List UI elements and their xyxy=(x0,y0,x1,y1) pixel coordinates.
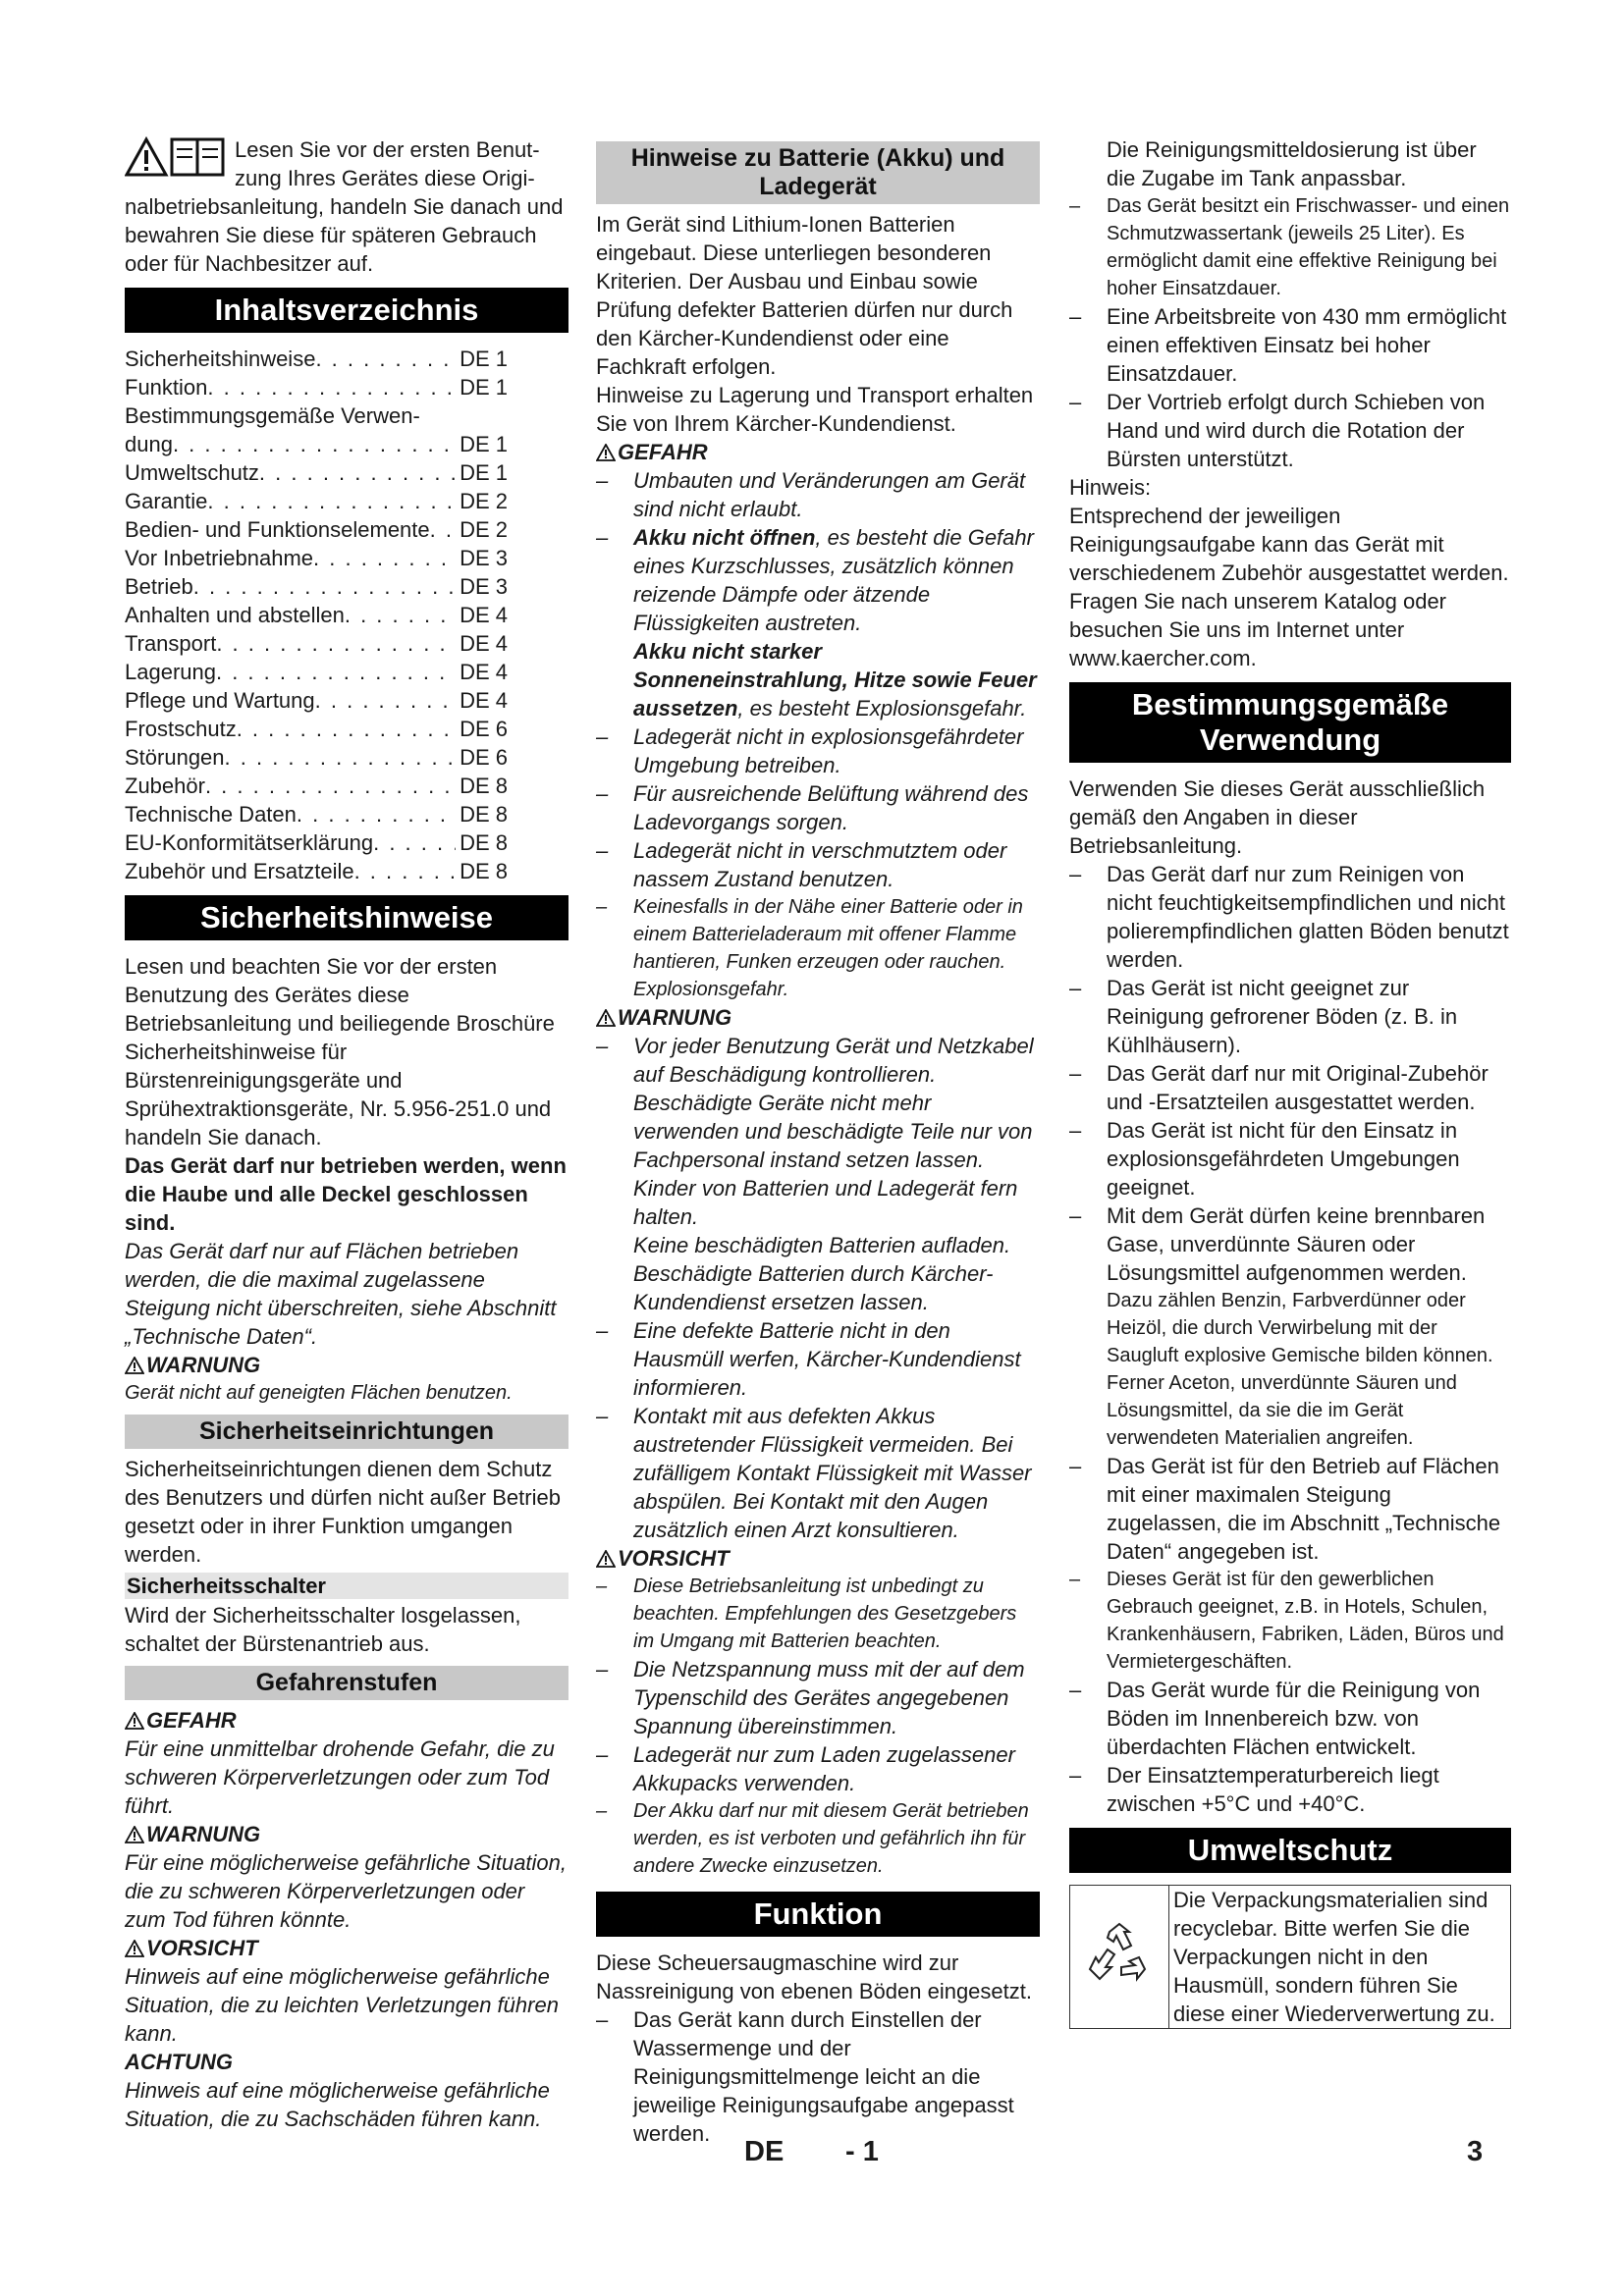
toc-entry-page: DE 2 xyxy=(460,489,508,513)
hazard-warnung-text: Für eine möglicherweise gefährliche Situation, die zu schweren Körperverletzungen oder zum Tod führen könnte. xyxy=(125,1850,568,1932)
toc-entry-title: Garantie xyxy=(125,489,208,513)
warning-text: Gerät nicht auf geneigten Flächen benutzen. xyxy=(125,1382,513,1404)
toc-entry-page: DE 4 xyxy=(460,688,508,713)
warning-triangle-icon xyxy=(596,1550,616,1568)
toc-entry-page: DE 3 xyxy=(460,546,508,570)
toc-entry xyxy=(125,373,568,401)
toc-entry xyxy=(125,686,568,715)
list-item: – Ladegerät nur zum Laden zugelassener Akkupacks verwenden. xyxy=(596,1742,1015,1795)
toc-leader-dots xyxy=(216,658,456,686)
warnung-label: WARNUNG xyxy=(596,1003,1040,1032)
list-item: – Vor jeder Benutzung Gerät und Netzkabel auf Beschädigung kontrollieren. Beschädigte Geräte nicht mehr verwenden und beschädigte Teile nur von Fachpersonal instand setzen lassen. Kinder von Batterien und Ladegerät fern halten. xyxy=(596,1034,1034,1229)
hazard-gefahr-text: Für eine unmittelbar drohende Gefahr, die zu schweren Körperverletzungen oder zum Tod führt. xyxy=(125,1736,555,1818)
toc-leader-dots xyxy=(313,544,456,572)
toc-entry-page: DE 1 xyxy=(460,460,508,485)
vorsicht-label: VORSICHT xyxy=(596,1544,1040,1573)
hinweis-text: Entsprechend der jeweiligen Reinigungsaufgabe kann das Gerät mit verschiedenem Zubehör ausgestattet werden. xyxy=(1069,504,1509,585)
toc-leader-dots xyxy=(237,715,456,743)
toc-leader-dots xyxy=(225,743,457,772)
toc-leader-dots xyxy=(345,601,456,629)
toc-leader-dots xyxy=(297,800,456,828)
toc-entry xyxy=(125,401,568,430)
toc-leader-dots xyxy=(315,345,456,373)
list-item: – Das Gerät ist nicht geeignet zur Reinigung gefrorener Böden (z. B. in Kühlhäusern). xyxy=(1069,976,1458,1057)
toc-entry-page: DE 8 xyxy=(460,859,508,883)
warning-triangle-icon xyxy=(125,1940,144,1957)
intended-use-heading: Bestimmungsgemäße Verwendung xyxy=(1069,682,1511,763)
battery-heading: Hinweise zu Batterie (Akku) und Ladegerät xyxy=(596,141,1040,204)
toc-entry-title: Zubehör xyxy=(125,774,205,798)
toc-entry-title: Zubehör und Ersatzteile xyxy=(125,859,354,883)
toc-entry xyxy=(125,715,568,743)
footer-section-number: - 1 xyxy=(845,2136,879,2167)
continued-text: Die Reinigungsmitteldosierung ist über die Zugabe im Tank anpassbar. xyxy=(1107,137,1477,190)
toc-entry-page: DE 8 xyxy=(460,830,508,855)
toc-entry-title: Bestimmungsgemäße Verwen- xyxy=(125,403,420,428)
list-item-continued: Akku nicht starker Sonneneinstrahlung, Hitze sowie Feuer aussetzen, es besteht Explosionsgefahr. xyxy=(633,639,1037,721)
toc-entry-title: Lagerung xyxy=(125,660,216,684)
hazard-vorsicht-text: Hinweis auf eine möglicherweise gefährliche Situation, die zu leichten Verletzungen führen kann. xyxy=(125,1964,559,2046)
hazard-levels-heading: Gefahrenstufen xyxy=(125,1666,568,1700)
list-item: – Der Vortrieb erfolgt durch Schieben von Hand und wird durch die Rotation der Bürsten unterstützt. xyxy=(1069,390,1486,471)
list-item: – Der Akku darf nur mit diesem Gerät betrieben werden, es ist verboten und gefährlich ihn für andere Zwecke einzusetzen. xyxy=(596,1800,1029,1877)
toc-entry-title: EU-Konformitätserklärung xyxy=(125,830,374,855)
toc-leader-dots xyxy=(193,572,456,601)
recycling-icon xyxy=(1070,1886,1169,2028)
toc-entry-title: Vor Inbetriebnahme xyxy=(125,546,314,570)
toc-entry-title: Pflege und Wartung xyxy=(125,688,315,713)
toc-entry-page: DE 2 xyxy=(460,517,508,542)
toc-leader-dots xyxy=(207,373,456,401)
table-of-contents xyxy=(125,345,568,885)
intro-line-1: Lesen Sie vor der ersten Benut- xyxy=(235,137,540,162)
environment-box xyxy=(1069,1885,1511,2029)
column-middle xyxy=(596,135,1040,2148)
list-item-continued: Dazu zählen Benzin, Farbverdünner oder Heizöl, die durch Verwirbelung mit der Saugluft explosive Gemische bilden können. Ferner Aceton, unverdünnte Säuren und Lösungsmittel, da sie die im Gerät verwendeten Materialien angreifen. xyxy=(1107,1290,1493,1449)
toc-entry-page: DE 1 xyxy=(460,432,508,456)
toc-entry xyxy=(125,629,568,658)
list-item: – Der Einsatztemperaturbereich liegt zwischen +5°C und +40°C. xyxy=(1069,1763,1439,1816)
toc-entry xyxy=(125,658,568,686)
safety-heading: Sicherheitshinweise xyxy=(125,895,568,940)
toc-heading: Inhaltsverzeichnis xyxy=(125,288,568,333)
warning-triangle-icon xyxy=(596,444,616,461)
hazard-achtung-label: ACHTUNG xyxy=(125,2050,233,2074)
toc-entry-page: DE 4 xyxy=(460,603,508,627)
toc-leader-dots xyxy=(259,458,456,487)
toc-entry xyxy=(125,544,568,572)
hazard-achtung-text: Hinweis auf eine möglicherweise gefährliche Situation, die zu Sachschäden führen kann. xyxy=(125,2078,550,2131)
page-number: 3 xyxy=(1467,2136,1484,2167)
list-item: – Das Gerät ist für den Betrieb auf Flächen mit einer maximalen Steigung zugelassen, die im Abschnitt „Technische Daten“ angegeben ist. xyxy=(1069,1454,1501,1564)
toc-leader-dots xyxy=(207,487,456,515)
toc-entry-page: DE 1 xyxy=(460,375,508,400)
toc-entry-title: Frostschutz xyxy=(125,717,237,741)
funktion-text: Diese Scheuersaugmaschine wird zur Nassreinigung von ebenen Böden eingesetzt. xyxy=(596,1950,1032,2003)
warning-label: WARNUNG xyxy=(125,1351,568,1379)
toc-entry xyxy=(125,515,568,544)
battery-text-2: Hinweise zu Lagerung und Transport erhalten Sie von Ihrem Kärcher-Kundendienst. xyxy=(596,383,1034,436)
list-item-continued: Keine beschädigten Batterien aufladen. Beschädigte Batterien durch Kärcher-Kundendienst ersetzen lassen. xyxy=(633,1233,1011,1314)
hazard-gefahr-label: GEFAHR xyxy=(125,1706,568,1735)
toc-entry-title: dung xyxy=(125,432,173,456)
toc-entry xyxy=(125,430,568,458)
environment-text: Die Verpackungsmaterialien sind recyclebar. Bitte werfen Sie die Verpackungen nicht in den Hausmüll, sondern führen Sie diese einer Wiederverwertung zu. xyxy=(1173,1888,1495,2026)
safety-text: Lesen und beachten Sie vor der ersten Benutzung des Gerätes diese Betriebsanleitung und beiliegende Broschüre Sicherheitshinweise für Bürstenreinigungsgeräte und Sprühextraktionsgeräte, Nr. 5.956-251.0 und handeln Sie danach. xyxy=(125,954,555,1149)
toc-entry xyxy=(125,601,568,629)
toc-entry-title: Umweltschutz xyxy=(125,460,259,485)
toc-leader-dots xyxy=(354,857,457,885)
toc-entry-title: Technische Daten xyxy=(125,802,297,827)
list-item: – Akku nicht öffnen, es besteht die Gefahr eines Kurzschlusses, zusätzlich können reizende Dämpfe oder ätzende Flüssigkeiten austreten. xyxy=(596,525,1034,635)
warning-triangle-icon xyxy=(125,1357,144,1374)
toc-entry-page: DE 1 xyxy=(460,347,508,371)
list-item: – Dieses Gerät ist für den gewerblichen Gebrauch geeignet, z.B. in Hotels, Schulen, Krankenhäusern, Fabriken, Läden, Büros und Vermietergeschäften. xyxy=(1069,1569,1504,1673)
toc-entry xyxy=(125,345,568,373)
toc-entry xyxy=(125,743,568,772)
safety-switch-text: Wird der Sicherheitsschalter losgelassen, schaltet der Bürstenantrieb aus. xyxy=(125,1603,521,1656)
safety-devices-text: Sicherheitseinrichtungen dienen dem Schutz des Benutzers und dürfen nicht außer Betrieb gesetzt oder in ihrer Funktion umgangen werden. xyxy=(125,1457,561,1567)
safety-bold: Das Gerät darf nur betrieben werden, wenn die Haube und alle Deckel geschlossen sind. xyxy=(125,1153,567,1235)
column-left xyxy=(125,135,568,2133)
toc-leader-dots xyxy=(173,430,456,458)
toc-entry xyxy=(125,772,568,800)
toc-entry-page: DE 8 xyxy=(460,774,508,798)
list-item: – Eine defekte Batterie nicht in den Hausmüll werfen, Kärcher-Kundendienst informieren. xyxy=(596,1318,1021,1400)
toc-entry xyxy=(125,572,568,601)
list-item: – Ladegerät nicht in verschmutztem oder nassem Zustand benutzen. xyxy=(596,838,1007,891)
list-item: – Das Gerät wurde für die Reinigung von Böden im Innenbereich bzw. von überdachten Flächen entwickelt. xyxy=(1069,1678,1481,1759)
toc-entry-title: Betrieb xyxy=(125,574,193,599)
toc-entry xyxy=(125,458,568,487)
hazard-warnung-label: WARNUNG xyxy=(125,1820,568,1848)
intro-paragraph xyxy=(125,135,568,278)
funktion-heading: Funktion xyxy=(596,1892,1040,1937)
toc-entry-page: DE 3 xyxy=(460,574,508,599)
toc-entry-page: DE 6 xyxy=(460,717,508,741)
toc-entry-page: DE 4 xyxy=(460,631,508,656)
toc-entry-page: DE 4 xyxy=(460,660,508,684)
list-item: – Das Gerät ist nicht für den Einsatz in explosionsgefährdeten Umgebungen geeignet. xyxy=(1069,1118,1460,1200)
safety-devices-heading: Sicherheitseinrichtungen xyxy=(125,1415,568,1449)
intended-use-text: Verwenden Sie dieses Gerät ausschließlich gemäß den Angaben in dieser Betriebsanleitung. xyxy=(1069,776,1486,858)
list-item: – Die Netzspannung muss mit der auf dem Typenschild des Gerätes angegebenen Spannung übereinstimmen. xyxy=(596,1657,1025,1738)
intro-rest: nalbetriebsanleitung, handeln Sie danach und bewahren Sie diese für späteren Gebrauch oder für Nachbesitzer auf. xyxy=(125,194,564,276)
column-right xyxy=(1069,135,1511,2029)
toc-leader-dots xyxy=(430,515,456,544)
toc-entry-title: Funktion xyxy=(125,375,208,400)
toc-entry xyxy=(125,857,568,885)
toc-entry-title: Transport xyxy=(125,631,217,656)
hazard-vorsicht-label: VORSICHT xyxy=(125,1934,568,1962)
list-item: – Ladegerät nicht in explosionsgefährdeter Umgebung betreiben. xyxy=(596,724,1024,777)
safety-switch-heading: Sicherheitsschalter xyxy=(125,1573,568,1599)
warning-triangle-icon xyxy=(125,1826,144,1843)
warning-triangle-icon xyxy=(125,1712,144,1730)
list-item: – Diese Betriebsanleitung ist unbedingt zu beachten. Empfehlungen des Gesetzgebers im Umgang mit Batterien beachten. xyxy=(596,1575,1017,1652)
toc-entry xyxy=(125,800,568,828)
list-item: – Keinesfalls in der Nähe einer Batterie oder in einem Batterieladeraum mit offener Flamme hantieren, Funken erzeugen oder rauchen. Explosionsgefahr. xyxy=(596,896,1023,1000)
toc-leader-dots xyxy=(216,629,456,658)
toc-leader-dots xyxy=(205,772,456,800)
toc-entry-page: DE 8 xyxy=(460,802,508,827)
environment-heading: Umweltschutz xyxy=(1069,1828,1511,1873)
hinweis-text-2: Fragen Sie nach unserem Katalog oder besuchen Sie uns im Internet unter www.kaercher.com. xyxy=(1069,589,1447,670)
hinweis-label: Hinweis: xyxy=(1069,475,1152,500)
intro-line-2: zung Ihres Gerätes diese Origi- xyxy=(235,166,535,190)
list-item: – Mit dem Gerät dürfen keine brennbaren Gase, unverdünnte Säuren oder Lösungsmittel aufgenommen werden. xyxy=(1069,1203,1486,1285)
list-item: – Das Gerät besitzt ein Frischwasser- und einen Schmutzwassertank (jeweils 25 Liter). Es ermöglicht damit eine effektive Reinigung bei hoher Einsatzdauer. xyxy=(1069,195,1510,299)
toc-entry-title: Anhalten und abstellen xyxy=(125,603,345,627)
gefahr-label: GEFAHR xyxy=(596,438,1040,466)
toc-entry-title: Sicherheitshinweise xyxy=(125,347,316,371)
list-item: – Umbauten und Veränderungen am Gerät sind nicht erlaubt. xyxy=(596,468,1026,521)
toc-entry-title: Störungen xyxy=(125,745,225,770)
toc-entry xyxy=(125,487,568,515)
list-item: – Für ausreichende Belüftung während des Ladevorgangs sorgen. xyxy=(596,781,1029,834)
safety-italic: Das Gerät darf nur auf Flächen betrieben werden, die die maximal zugelassene Steigung nicht überschreiten, siehe Abschnitt „Technische Daten“. xyxy=(125,1239,557,1349)
toc-entry-title: Bedien- und Funktionselemente xyxy=(125,517,430,542)
toc-leader-dots xyxy=(315,686,456,715)
toc-entry-page: DE 6 xyxy=(460,745,508,770)
toc-entry xyxy=(125,828,568,857)
list-item: – Das Gerät darf nur zum Reinigen von nicht feuchtigkeitsempfindlichen und nicht polierempfindlichen glatten Böden benutzt werden. xyxy=(1069,862,1509,972)
battery-text: Im Gerät sind Lithium-Ionen Batterien eingebaut. Diese unterliegen besonderen Kriterien. Der Ausbau und Einbau sowie Prüfung defekter Batterien dürfen nur durch den Kärcher-Kundendienst oder eine Fachkraft erfolgen. xyxy=(596,212,1013,379)
list-item: – Kontakt mit aus defekten Akkus austretender Flüssigkeit vermeiden. Bei zufälligem Kontakt Flüssigkeit mit Wasser abspülen. Bei Kontakt mit den Augen zusätzlich einen Arzt konsultieren. xyxy=(596,1404,1032,1542)
list-item: – Das Gerät darf nur mit Original-Zubehör und -Ersatzteilen ausgestattet werden. xyxy=(1069,1061,1489,1114)
list-item: – Eine Arbeitsbreite von 430 mm ermöglicht einen effektiven Einsatz bei hoher Einsatzdauer. xyxy=(1069,304,1507,386)
toc-leader-dots xyxy=(373,828,456,857)
warning-manual-icon xyxy=(125,135,231,192)
footer-language: DE xyxy=(744,2136,785,2167)
warning-triangle-icon xyxy=(596,1009,616,1027)
list-item: – Das Gerät kann durch Einstellen der Wassermenge und der Reinigungsmittelmenge leicht an die jeweilige Reinigungsaufgabe angepasst werden. xyxy=(596,2007,1014,2146)
